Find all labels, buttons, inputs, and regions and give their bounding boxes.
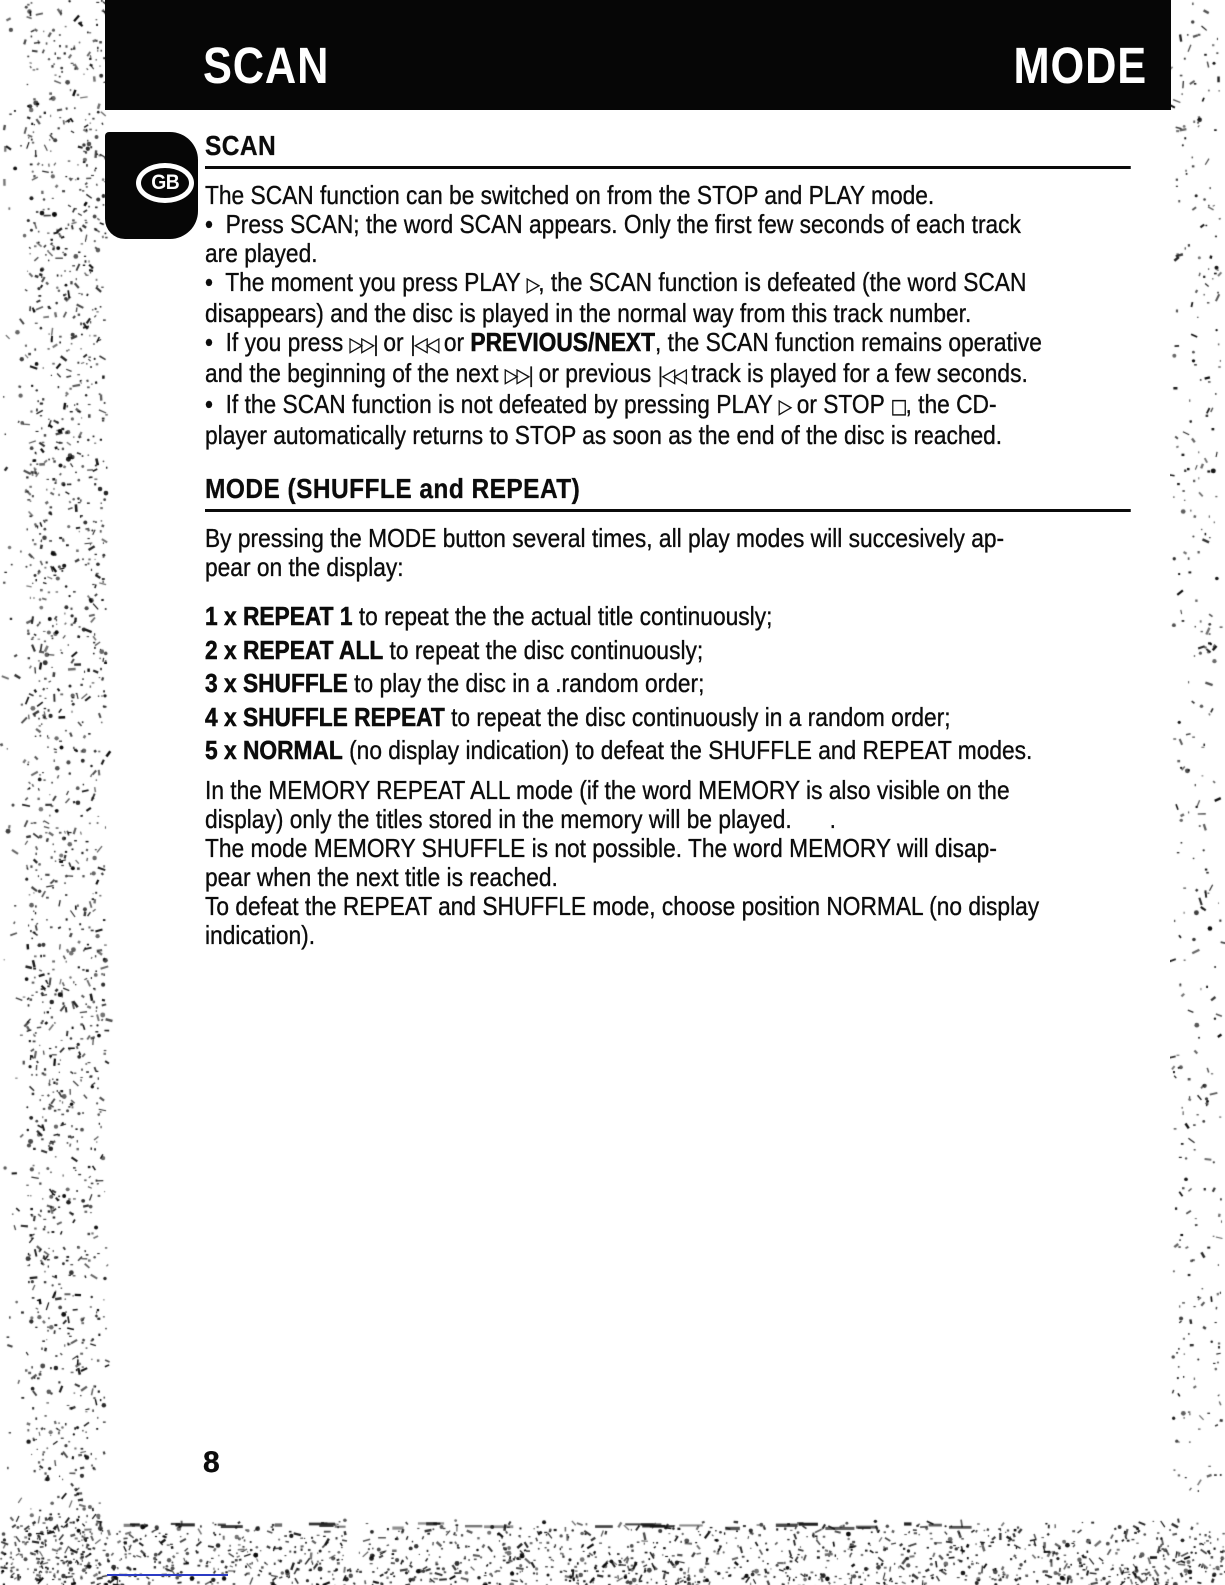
left-speckle-band [0, 0, 120, 1585]
mode-section-heading: MODE (SHUFFLE and REPEAT) [205, 473, 581, 504]
header-bar [105, 0, 1171, 110]
gb-language-badge [105, 132, 198, 239]
right-speckle-band [1170, 0, 1225, 1585]
mode-memory-text: In the MEMORY REPEAT ALL mode (if the word MEMORY is also visible on the display) only the titles stored in the memory will be played. . The mode MEMORY SHUFFLE is not possible. The word MEMORY will disap- pear when the next title is reached. To defeat the REPEAT and SHUFFLE mode, choose position NORMAL (no display indication). [205, 774, 1040, 950]
mode-intro-text: By pressing the MODE button several times, all play modes will succesively ap- pear on the display: [205, 523, 1005, 582]
mode-list-text: 1 x REPEAT 1 to repeat the the actual title continuously; 2 x REPEAT ALL to repeat the disc continuously; 3 x SHUFFLE to play the disc in a .random order; 4 x SHUFFLE REPEAT to repeat the disc continuously in a random order; 5 x NORMAL (no display indication) to defeat the SHUFFLE and REPEAT modes. [205, 601, 1033, 765]
gb-label: GB [150, 171, 180, 194]
scan-section-heading: SCAN [205, 130, 277, 161]
header-title-scan: SCAN [203, 37, 330, 94]
scan-heading-rule [205, 166, 1131, 169]
page-number: 8 [203, 1446, 220, 1479]
gb-ellipse [136, 163, 194, 203]
scan-body-text: The SCAN function can be switched on from the STOP and PLAY mode. • Press SCAN; the word SCAN appears. Only the first few seconds of each track are played. • The moment you press PLAY ▷, the SCAN function is defeated (the word SCAN disappears) and the disc is played in the normal way from this track number. • If you press ▷▷| or |◁◁ or PREVIOUS/NEXT, the SCAN function remains operative and the beginning of the next ▷▷| or previous |◁◁ track is played for a few seconds. • If the SCAN function is not defeated by pressing PLAY ▷ or STOP □, the CD- player automatically returns to STOP as soon as the end of the disc is reached. [205, 180, 1042, 450]
page-content [205, 131, 1131, 950]
header-title-mode: MODE [1013, 37, 1147, 94]
mode-section [205, 474, 1131, 950]
mode-heading-rule [205, 509, 1131, 512]
blue-scan-artifact-line [107, 1574, 228, 1576]
